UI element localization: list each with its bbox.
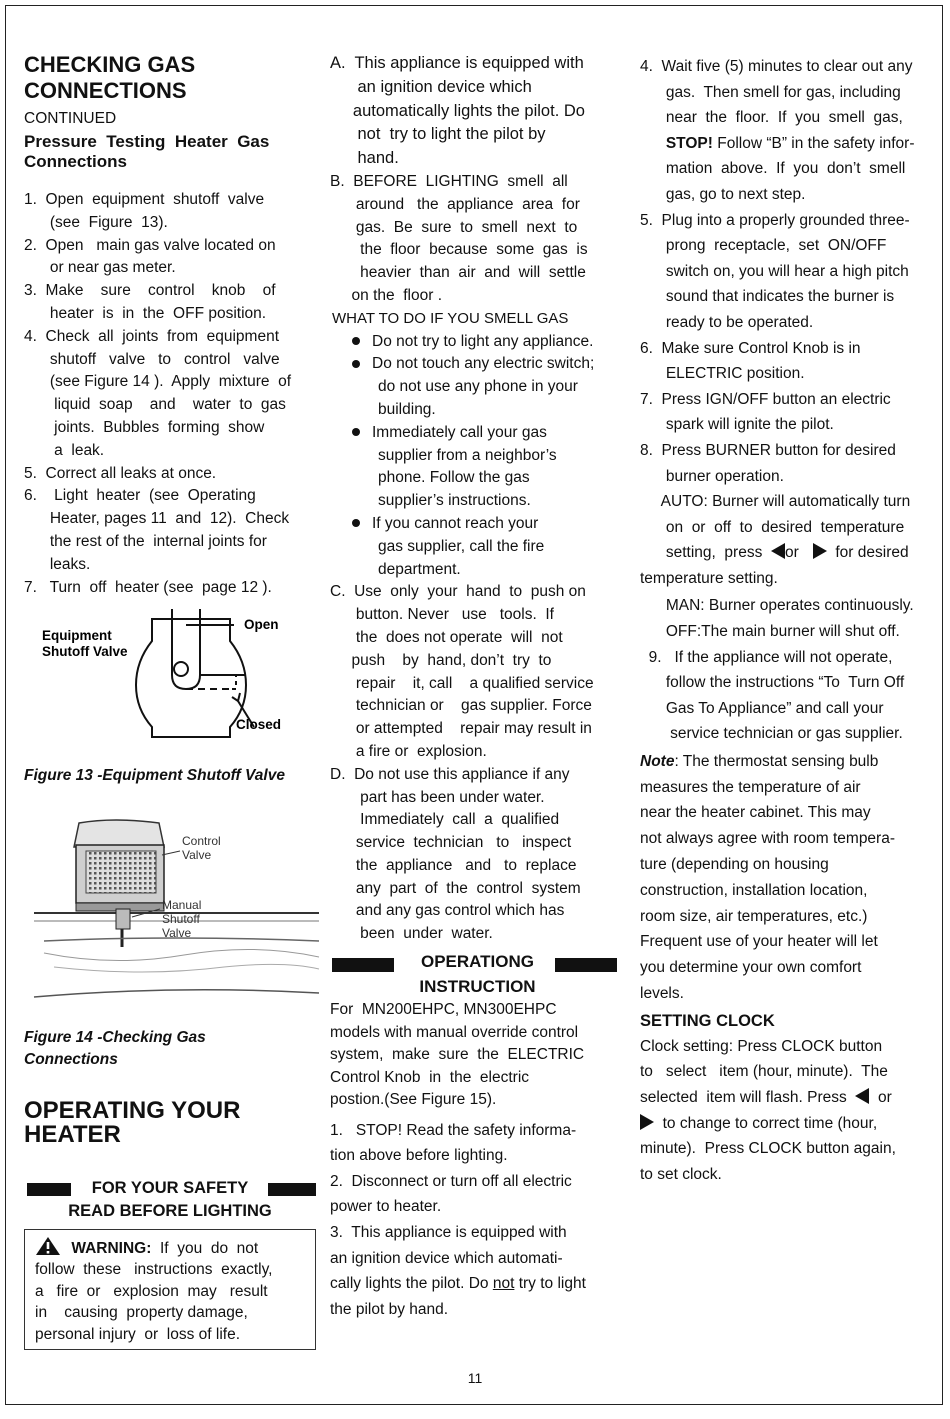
item-c-line: a fire or explosion. xyxy=(330,742,487,760)
operating-step-line xyxy=(330,1169,625,1195)
bullet-line xyxy=(330,467,625,490)
step-4-stop-line xyxy=(640,131,935,157)
note-line: measures the temperature of air xyxy=(640,778,861,796)
step-line: sound that indicates the burner is xyxy=(640,288,895,306)
stop-word: STOP! xyxy=(665,134,713,152)
step-line: or near gas meter. xyxy=(24,259,176,277)
note-text: : The thermostat sensing bulb xyxy=(674,753,879,771)
step-line: the rest of the internal joints for xyxy=(24,532,267,550)
bullet-line xyxy=(330,331,625,354)
operating-step-line xyxy=(330,1194,625,1220)
item-c-line: repair it, call a qualified service xyxy=(330,674,594,692)
step-text: try to light xyxy=(514,1275,586,1293)
right-arrow-icon xyxy=(640,1114,654,1130)
safety-banner xyxy=(24,1177,316,1223)
bullet-text: department. xyxy=(378,560,461,578)
step-text: 1. STOP! Read the safety informa- xyxy=(330,1121,577,1139)
figure-14-caption-line: Connections xyxy=(24,1051,118,1069)
operating-intro-line: For MN200EHPC, MN300EHPC xyxy=(330,1001,557,1019)
item-b-line: B. BEFORE LIGHTING smell all xyxy=(330,172,568,190)
step-line: Heater, pages 11 and 12). Check xyxy=(24,510,290,528)
right-arrow-icon xyxy=(813,543,827,559)
item-b-line: the floor because some gas is xyxy=(330,241,588,259)
operating-step-line xyxy=(330,1118,625,1144)
step-line: gas. Then smell for gas, including xyxy=(640,83,901,101)
not-emphasis: not xyxy=(492,1275,515,1293)
item-c-line: the does not operate will not xyxy=(330,628,563,646)
step-text: power to heater. xyxy=(330,1198,442,1216)
warning-line: follow these instructions exactly, xyxy=(35,1261,273,1279)
item-d-line: the appliance and to replace xyxy=(330,856,577,874)
banner-bar-left xyxy=(332,958,394,972)
item-a-line: hand. xyxy=(330,149,399,168)
step-line: switch on, you will hear a high pitch xyxy=(640,262,909,280)
step-line: spark will ignite the pilot. xyxy=(640,416,834,434)
step-line: burner operation. xyxy=(640,467,784,485)
item-d-line: been under water. xyxy=(330,925,493,943)
note-line: near the heater cabinet. This may xyxy=(640,804,871,822)
item-a-line: not try to light the pilot by xyxy=(330,125,546,144)
clock-instructions xyxy=(640,1034,935,1085)
safety-banner-line: FOR YOUR SAFETY xyxy=(91,1179,249,1198)
mode-line: Gas To Appliance” and call your xyxy=(640,699,884,717)
note-line: room size, air temperatures, etc.) xyxy=(640,907,868,925)
clock-line: minute). Press CLOCK button again, xyxy=(640,1140,896,1158)
operating-intro xyxy=(330,999,625,1112)
warning-text: If you do not xyxy=(151,1240,259,1258)
bullet-dot-icon xyxy=(352,360,360,368)
note-line: Frequent use of your heater will let xyxy=(640,933,878,951)
safety-item-b xyxy=(330,171,625,308)
section-title-line: CHECKING GAS xyxy=(24,52,196,77)
clock-line: to select item (hour, minute). The xyxy=(640,1063,888,1081)
clock-line: to set clock. xyxy=(640,1165,722,1183)
safety-item-a xyxy=(330,52,625,171)
left-arrow-icon xyxy=(855,1088,869,1104)
gas-smell-bullets xyxy=(330,331,625,582)
step-line: gas, go to next step. xyxy=(640,185,806,203)
shutoff-label: Shutoff xyxy=(162,912,200,927)
warning-line: personal injury or loss of life. xyxy=(35,1325,241,1343)
operating-step-line: the pilot by hand. xyxy=(330,1300,449,1318)
banner-bar-left xyxy=(27,1183,71,1196)
step-line: joints. Bubbles forming show xyxy=(24,418,265,436)
warning-line: a fire or explosion may result xyxy=(35,1282,268,1300)
middle-column xyxy=(330,48,625,1322)
step-line: 2. Open main gas valve located on xyxy=(24,236,276,254)
bullet-text: Immediately call your gas xyxy=(372,423,547,441)
bullet-text: If you cannot reach your xyxy=(372,514,539,532)
bullet-line xyxy=(330,490,625,513)
op-banner-line: INSTRUCTION xyxy=(419,977,536,997)
bullet-line xyxy=(330,399,625,422)
bullet-text: do not use any phone in your xyxy=(378,378,578,396)
step-text: cally lights the pilot. Do xyxy=(330,1275,493,1293)
item-c-line: or attempted repair may result in xyxy=(330,720,592,738)
bullet-dot-icon xyxy=(352,428,360,436)
what-to-do-heading: WHAT TO DO IF YOU SMELL GAS xyxy=(332,309,569,327)
step-line: 4. Check all joints from equipment xyxy=(24,327,280,345)
item-d-line: Immediately call a qualified xyxy=(330,811,560,829)
item-c-line: C. Use only your hand to push on xyxy=(330,583,586,601)
op-banner-line: OPERATIONG xyxy=(420,952,535,972)
note-first-line xyxy=(640,749,935,775)
right-column xyxy=(640,48,935,1187)
steps-5-to-8 xyxy=(640,208,935,541)
operating-title xyxy=(24,1099,316,1147)
warning-triangle-icon xyxy=(35,1236,61,1256)
shutoff-valve-label: Shutoff Valve xyxy=(42,644,128,660)
step-line: 6. Light heater (see Operating xyxy=(24,487,256,505)
safety-item-c xyxy=(330,581,625,763)
step-line: shutoff valve to control valve xyxy=(24,350,280,368)
operating-step-line xyxy=(330,1246,625,1272)
warning-box xyxy=(24,1229,316,1350)
step-line: heater is in the OFF position. xyxy=(24,304,267,322)
step-line: a leak. xyxy=(24,441,105,459)
warning-label: WARNING: xyxy=(71,1240,152,1258)
step-line: 7. Turn off heater (see page 12 ). xyxy=(24,578,272,596)
figure-13-caption: Figure 13 -Equipment Shutoff Valve xyxy=(24,767,285,785)
step-line: liquid soap and water to gas xyxy=(24,396,286,414)
step-line: ELECTRIC position. xyxy=(640,365,805,383)
note-line: ture (depending on housing xyxy=(640,856,829,874)
operating-step-line xyxy=(330,1220,625,1246)
or-word: or xyxy=(784,544,799,562)
banner-bar-right xyxy=(268,1183,316,1196)
step-line: prong receptacle, set ON/OFF xyxy=(640,237,887,255)
note-line: not always agree with room tempera- xyxy=(640,830,896,848)
mode-line: 9. If the appliance will not operate, xyxy=(640,648,893,666)
step-line: 5. Correct all leaks at once. xyxy=(24,464,217,482)
item-b-line: heavier than air and will settle xyxy=(330,264,586,282)
bullet-line xyxy=(330,536,625,559)
warning-body xyxy=(35,1259,307,1345)
item-d-line: part has been under water. xyxy=(330,788,545,806)
operating-intro-line: system, make sure the ELECTRIC xyxy=(330,1046,585,1064)
bullet-text: building. xyxy=(378,400,436,418)
mode-line: service technician or gas supplier. xyxy=(640,725,903,743)
safety-item-d xyxy=(330,764,625,946)
clock-line: Clock setting: Press CLOCK button xyxy=(640,1037,883,1055)
item-a-line: automatically lights the pilot. Do xyxy=(330,101,585,120)
section-title xyxy=(24,52,316,104)
banner-bar-right xyxy=(555,958,617,972)
subsection-title-line: Connections xyxy=(24,152,127,171)
figure-14-caption-line: Figure 14 -Checking Gas xyxy=(24,1029,206,1047)
item-b-line: on the floor . xyxy=(330,286,443,304)
operating-step-line xyxy=(330,1143,625,1169)
note-line: levels. xyxy=(640,985,684,1002)
note-label: Note xyxy=(640,753,675,771)
item-c-line: push by hand, don’t try to xyxy=(330,651,552,669)
item-d-line: any part of the control system xyxy=(330,879,581,897)
mode-descriptions xyxy=(640,593,935,747)
operating-steps xyxy=(330,1118,625,1323)
bullet-dot-icon xyxy=(352,519,360,527)
item-b-line: gas. Be sure to smell next to xyxy=(330,218,578,236)
note-line: construction, installation location, xyxy=(640,881,868,899)
step-text: an ignition device which automati- xyxy=(330,1249,563,1267)
step-line: 4. Wait five (5) minutes to clear out any xyxy=(640,58,913,75)
left-column xyxy=(24,48,316,1350)
bullet-text: Do not try to light any appliance. xyxy=(372,332,594,350)
operating-intro-line: Control Knob in the electric xyxy=(330,1068,530,1086)
valve-label: Valve xyxy=(182,848,212,863)
step-text: for desired xyxy=(826,544,909,562)
open-label: Open xyxy=(244,617,279,633)
step-text: Follow “B” in the safety infor- xyxy=(712,134,915,152)
item-c-line: technician or gas supplier. Force xyxy=(330,697,592,715)
bullet-text: supplier’s instructions. xyxy=(378,492,531,510)
operating-title-line: OPERATING YOUR xyxy=(24,1097,241,1125)
clock-text: to change to correct time (hour, xyxy=(654,1114,878,1132)
mode-line: follow the instructions “To Turn Off xyxy=(640,674,905,692)
step-line: ready to be operated. xyxy=(640,313,814,331)
operating-steps-continued xyxy=(640,54,935,131)
control-label: Control xyxy=(182,834,221,849)
bullet-text: gas supplier, call the fire xyxy=(378,537,545,555)
item-a-line: an ignition device which xyxy=(330,77,532,96)
step-text: tion above before lighting. xyxy=(330,1147,508,1165)
step-line: (see Figure 13). xyxy=(24,213,168,231)
section-title-line: CONNECTIONS xyxy=(24,78,187,103)
setting-press-line xyxy=(640,540,935,566)
operating-intro-line: postion.(See Figure 15). xyxy=(330,1091,497,1109)
bullet-text: supplier from a neighbor’s xyxy=(378,446,557,464)
step-line: (see Figure 14 ). Apply mixture of xyxy=(24,373,292,391)
bullet-text: Do not touch any electric switch; xyxy=(372,355,595,373)
step-line: AUTO: Burner will automatically turn xyxy=(640,493,911,511)
clock-instructions-end xyxy=(640,1136,935,1187)
step-text: 2. Disconnect or turn off all electric xyxy=(330,1172,572,1190)
bullet-line xyxy=(330,559,625,582)
mode-line: OFF:The main burner will shut off. xyxy=(640,623,900,641)
step-line: on or off to desired temperature xyxy=(640,518,905,536)
page-number: 11 xyxy=(467,1370,483,1386)
bullet-line xyxy=(330,422,625,445)
figure-14 xyxy=(24,817,316,1027)
continued-label: CONTINUED xyxy=(24,110,117,127)
item-d-line: service technician to inspect xyxy=(330,834,572,852)
operating-title-line: HEATER xyxy=(24,1121,121,1149)
clock-flash-line xyxy=(640,1085,935,1111)
setting-clock-title: SETTING CLOCK xyxy=(640,1011,775,1030)
bullet-line xyxy=(330,445,625,468)
note-body xyxy=(640,775,935,1007)
item-b-line: around the appliance area for xyxy=(330,195,580,213)
step-text: setting, press xyxy=(640,544,771,562)
clock-text: selected item will flash. Press xyxy=(640,1088,856,1106)
step-line: near the floor. If you smell gas, xyxy=(640,109,903,127)
manual-label: Manual xyxy=(162,898,202,913)
operating-instruction-banner xyxy=(330,949,625,999)
warning-first-line xyxy=(35,1236,307,1259)
item-d-line: and any gas control which has xyxy=(330,902,565,920)
step-line: 6. Make sure Control Knob is in xyxy=(640,339,861,357)
operating-intro-line: models with manual override control xyxy=(330,1023,579,1041)
step-line: 5. Plug into a properly grounded three- xyxy=(640,211,910,229)
bullet-line xyxy=(330,376,625,399)
step-line: 1. Open equipment shutoff valve xyxy=(24,191,265,208)
step-text: 3. This appliance is equipped with xyxy=(330,1223,567,1241)
figure-14-caption xyxy=(24,1027,316,1071)
bullet-line xyxy=(330,353,625,376)
pressure-test-steps xyxy=(24,189,316,599)
clock-change-line xyxy=(640,1111,935,1137)
bullet-text: phone. Follow the gas xyxy=(378,469,530,487)
shutoff-valve-diagram xyxy=(24,605,324,765)
subsection-title xyxy=(24,132,316,172)
step-line: mation above. If you don’t smell xyxy=(640,160,906,178)
warning-line: in causing property damage, xyxy=(35,1304,248,1322)
note-line: you determine your own comfort xyxy=(640,959,862,977)
or-word: or xyxy=(869,1088,892,1106)
bullet-dot-icon xyxy=(352,337,360,345)
step-line: 3. Make sure control knob of xyxy=(24,282,276,300)
bullet-line xyxy=(330,513,625,536)
item-d-line: D. Do not use this appliance if any xyxy=(330,765,570,783)
mode-line: MAN: Burner operates continuously. xyxy=(640,597,914,615)
figure-13 xyxy=(24,605,316,765)
step-4-rest xyxy=(640,156,935,207)
item-a-line: A. This appliance is equipped with xyxy=(330,54,584,72)
step-line: leaks. xyxy=(24,555,91,573)
item-c-line: button. Never use tools. If xyxy=(330,606,554,624)
closed-label: Closed xyxy=(236,717,282,733)
step-line: 7. Press IGN/OFF button an electric xyxy=(640,390,891,408)
step-line: 8. Press BURNER button for desired xyxy=(640,441,896,459)
valve2-label: Valve xyxy=(162,926,192,941)
safety-banner-line: READ BEFORE LIGHTING xyxy=(68,1202,272,1221)
gas-connections-photo xyxy=(24,817,324,1027)
step-text: temperature setting. xyxy=(640,569,778,587)
left-arrow-icon xyxy=(771,543,785,559)
subsection-title-line: Pressure Testing Heater Gas xyxy=(24,132,270,151)
equipment-label: Equipment xyxy=(42,628,112,644)
operating-step-line xyxy=(330,1271,625,1297)
